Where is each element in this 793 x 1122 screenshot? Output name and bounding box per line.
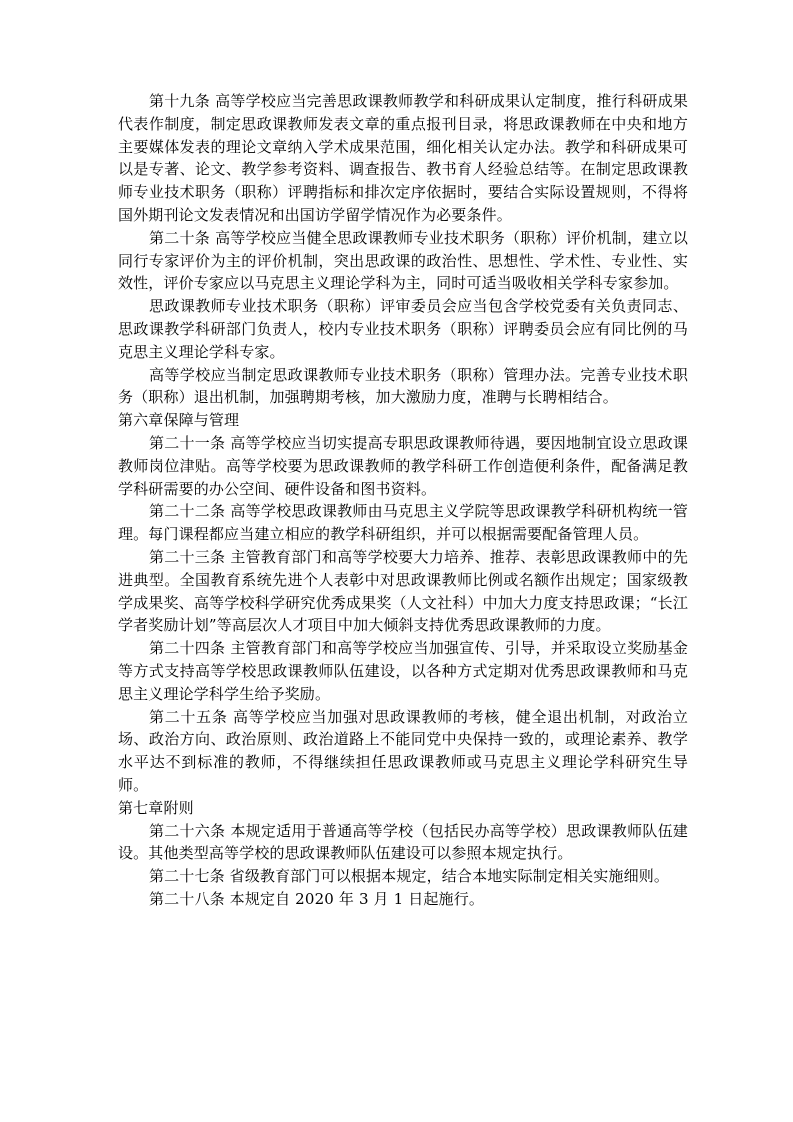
document-body — [118, 90, 688, 911]
article-23-paragraph: 第二十三条 主管教育部门和高等学校要大力培养、推荐、表彰思政课教师中的先进典型。全国教育系统先进个人表彰中对思政课教师比例或名额作出规定；国家级教学成果奖、高等学校科学研究优秀成果奖（人文社科）中加大力度支持思政课；“长江学者奖励计划”等高层次人才项目中加大倾斜支持优秀思政课教师的力度。 — [118, 547, 688, 635]
chapter-6-heading: 第六章保障与管理 — [118, 411, 240, 430]
article-20-paragraph: 第二十条 高等学校应当健全思政课教师专业技术职务（职称）评价机制，建立以同行专家评价为主的评价机制，突出思政课的政治性、思想性、学术性、专业性、实效性，评价专家应以马克思主义理论学科为主，同时可适当吸收相关学科专家参加。 — [118, 228, 688, 293]
article-27-paragraph: 第二十七条 省级教育部门可以根据本规定，结合本地实际制定相关实施细则。 — [149, 867, 670, 886]
article-28-paragraph: 第二十八条 本规定自 2020 年 3 月 1 日起施行。 — [149, 889, 484, 908]
review-committee-paragraph: 思政课教师专业技术职务（职称）评审委员会应当包含学校党委有关负责同志、思政课教学科研部门负责人，校内专业技术职务（职称）评聘委员会应有同比例的马克思主义理论学科专家。 — [118, 297, 688, 361]
title-management-paragraph: 高等学校应当制定思政课教师专业技术职务（职称）管理办法。完善专业技术职务（职称）退出机制，加强聘期考核，加大激励力度，准聘与长聘相结合。 — [118, 365, 688, 407]
article-21-paragraph: 第二十一条 高等学校应当切实提高专职思政课教师待遇，要因地制宜设立思政课教师岗位津贴。高等学校要为思政课教师的教学科研工作创造便利条件，配备满足教学科研需要的办公空间、硬件设备和图书资料。 — [118, 433, 688, 498]
chapter-7-heading: 第七章附则 — [118, 798, 194, 817]
article-19-paragraph: 第十九条 高等学校应当完善思政课教师教学和科研成果认定制度，推行科研成果代表作制度，制定思政课教师发表文章的重点报刊目录，将思政课教师在中央和地方主要媒体发表的理论文章纳入学术成果范围，细化相关认定办法。教学和科研成果可以是专著、论文、教学参考资料、调查报告、教书育人经验总结等。在制定思政课教师专业技术职务（职称）评聘指标和排次定序依据时，要结合实际设置规则，不得将国外期刊论文发表情况和出国访学留学情况作为必要条件。 — [118, 92, 688, 224]
article-25-paragraph: 第二十五条 高等学校应当加强对思政课教师的考核，健全退出机制，对政治立场、政治方向、政治原则、政治道路上不能同党中央保持一致的，或理论素养、教学水平达不到标准的教师，不得继续担任思政课教师或马克思主义理论学科研究生导师。 — [118, 707, 688, 794]
article-26-paragraph: 第二十六条 本规定适用于普通高等学校（包括民办高等学校）思政课教师队伍建设。其他类型高等学校的思政课教师队伍建设可以参照本规定执行。 — [118, 821, 688, 863]
article-22-paragraph: 第二十二条 高等学校思政课教师由马克思主义学院等思政课教学科研机构统一管理。每门课程都应当建立相应的教学科研组织，并可以根据需要配备管理人员。 — [118, 502, 688, 544]
article-24-paragraph: 第二十四条 主管教育部门和高等学校应当加强宣传、引导，并采取设立奖励基金等方式支持高等学校思政课教师队伍建设，以各种方式定期对优秀思政课教师和马克思主义理论学科学生给予奖励。 — [118, 639, 688, 703]
